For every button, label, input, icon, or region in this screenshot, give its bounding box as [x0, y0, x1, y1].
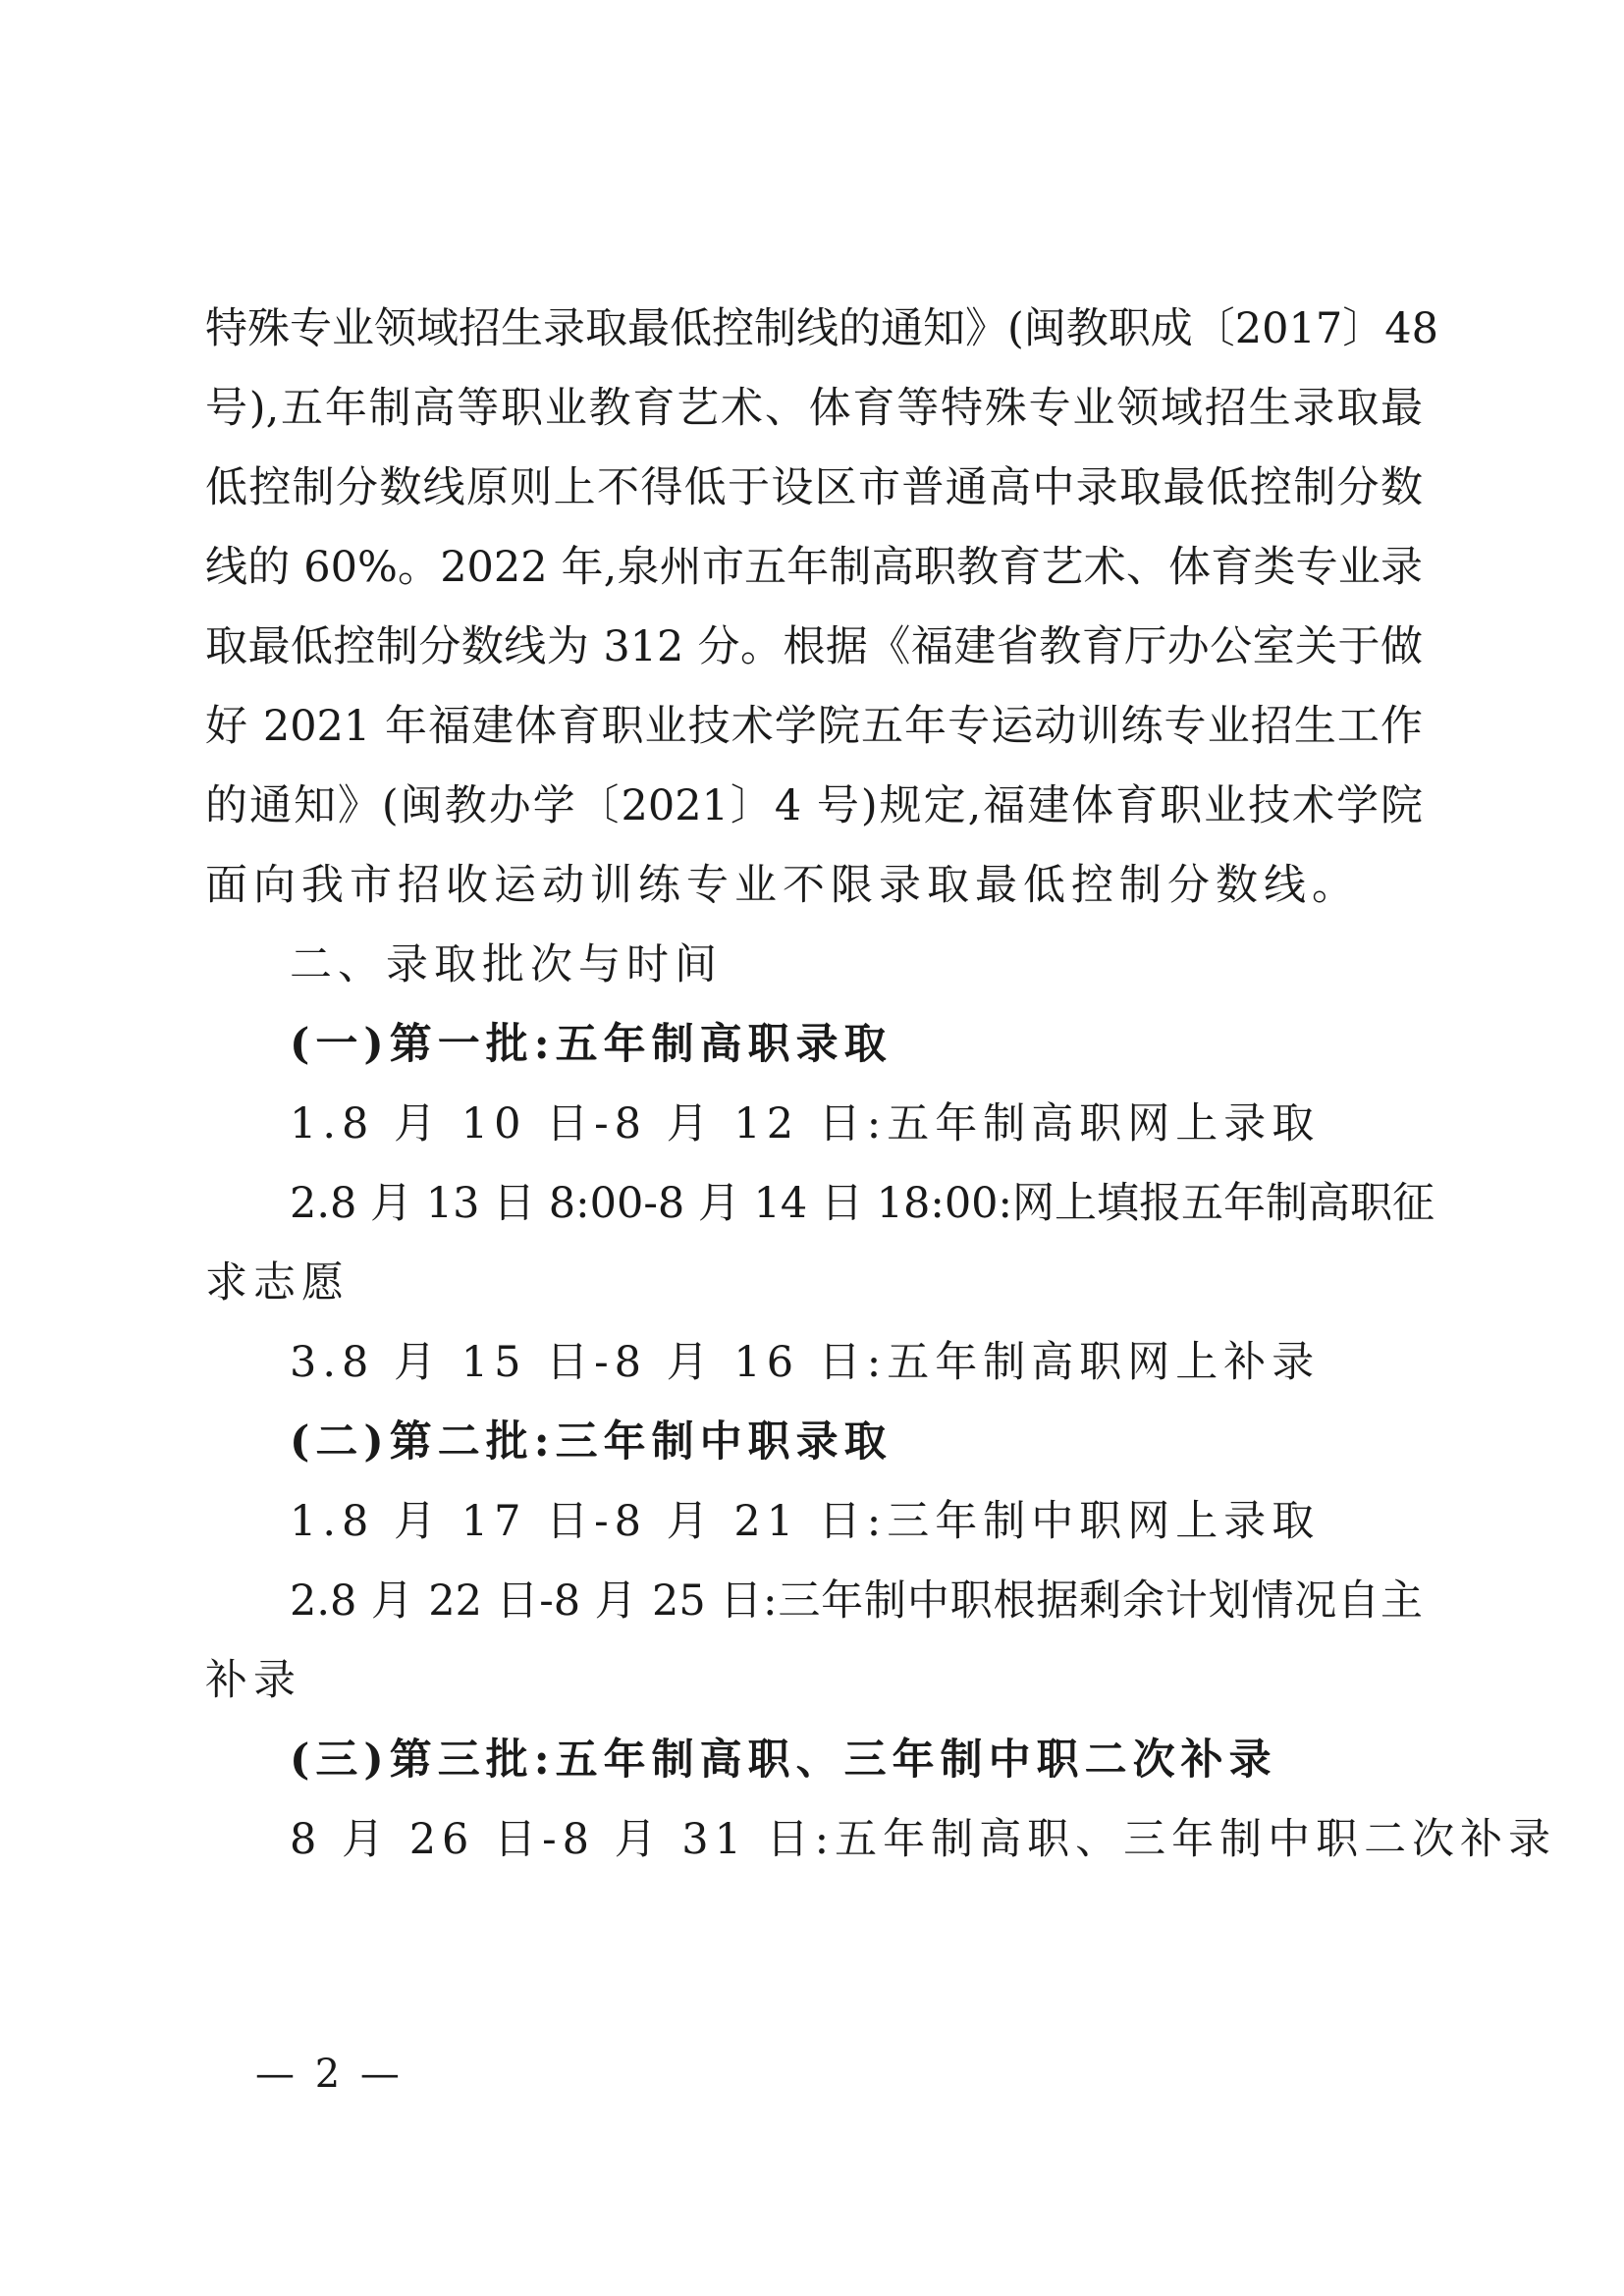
paragraph-line: 好 2021 年福建体育职业技术学院五年专运动训练专业招生工作 [205, 702, 1423, 751]
batch-1-item-2: 2.8 月 13 日 8:00-8 月 14 日 18:00:网上填报五年制高职征 [290, 1179, 1435, 1228]
batch-3-item-1: 8 月 26 日-8 月 31 日:五年制高职、三年制中职二次补录 [290, 1815, 1557, 1864]
paragraph-line: 号),五年制高等职业教育艺术、体育等特殊专业领域招生录取最 [205, 384, 1423, 433]
batch-1-item-3: 3.8 月 15 日-8 月 16 日:五年制高职网上补录 [290, 1338, 1321, 1387]
section-heading: 二、录取批次与时间 [290, 940, 723, 989]
batch-2-title: (二)第二批:三年制中职录取 [290, 1417, 893, 1467]
paragraph-line: 面向我市招收运动训练专业不限录取最低控制分数线。 [205, 861, 1360, 910]
batch-3-title: (三)第三批:五年制高职、三年制中职二次补录 [290, 1735, 1277, 1785]
batch-1-title: (一)第一批:五年制高职录取 [290, 1020, 893, 1069]
paragraph-line: 低控制分数线原则上不得低于设区市普通高中录取最低控制分数 [205, 463, 1423, 512]
paragraph-line: 的通知》(闽教办学〔2021〕4 号)规定,福建体育职业技术学院 [205, 781, 1423, 830]
batch-2-item-1: 1.8 月 17 日-8 月 21 日:三年制中职网上录取 [290, 1497, 1321, 1546]
batch-1-item-1: 1.8 月 10 日-8 月 12 日:五年制高职网上录取 [290, 1099, 1321, 1148]
page-number: — 2 — [255, 2052, 404, 2097]
paragraph-line: 特殊专业领域招生录取最低控制线的通知》(闽教职成〔2017〕48 [205, 304, 1438, 353]
paragraph-line: 线的 60%。2022 年,泉州市五年制高职教育艺术、体育类专业录 [205, 543, 1423, 592]
batch-2-item-2: 2.8 月 22 日-8 月 25 日:三年制中职根据剩余计划情况自主 [290, 1576, 1423, 1626]
batch-1-item-2-cont: 求志愿 [205, 1258, 350, 1308]
paragraph-line: 取最低控制分数线为 312 分。根据《福建省教育厅办公室关于做 [205, 622, 1423, 671]
batch-2-item-2-cont: 补录 [205, 1656, 301, 1705]
